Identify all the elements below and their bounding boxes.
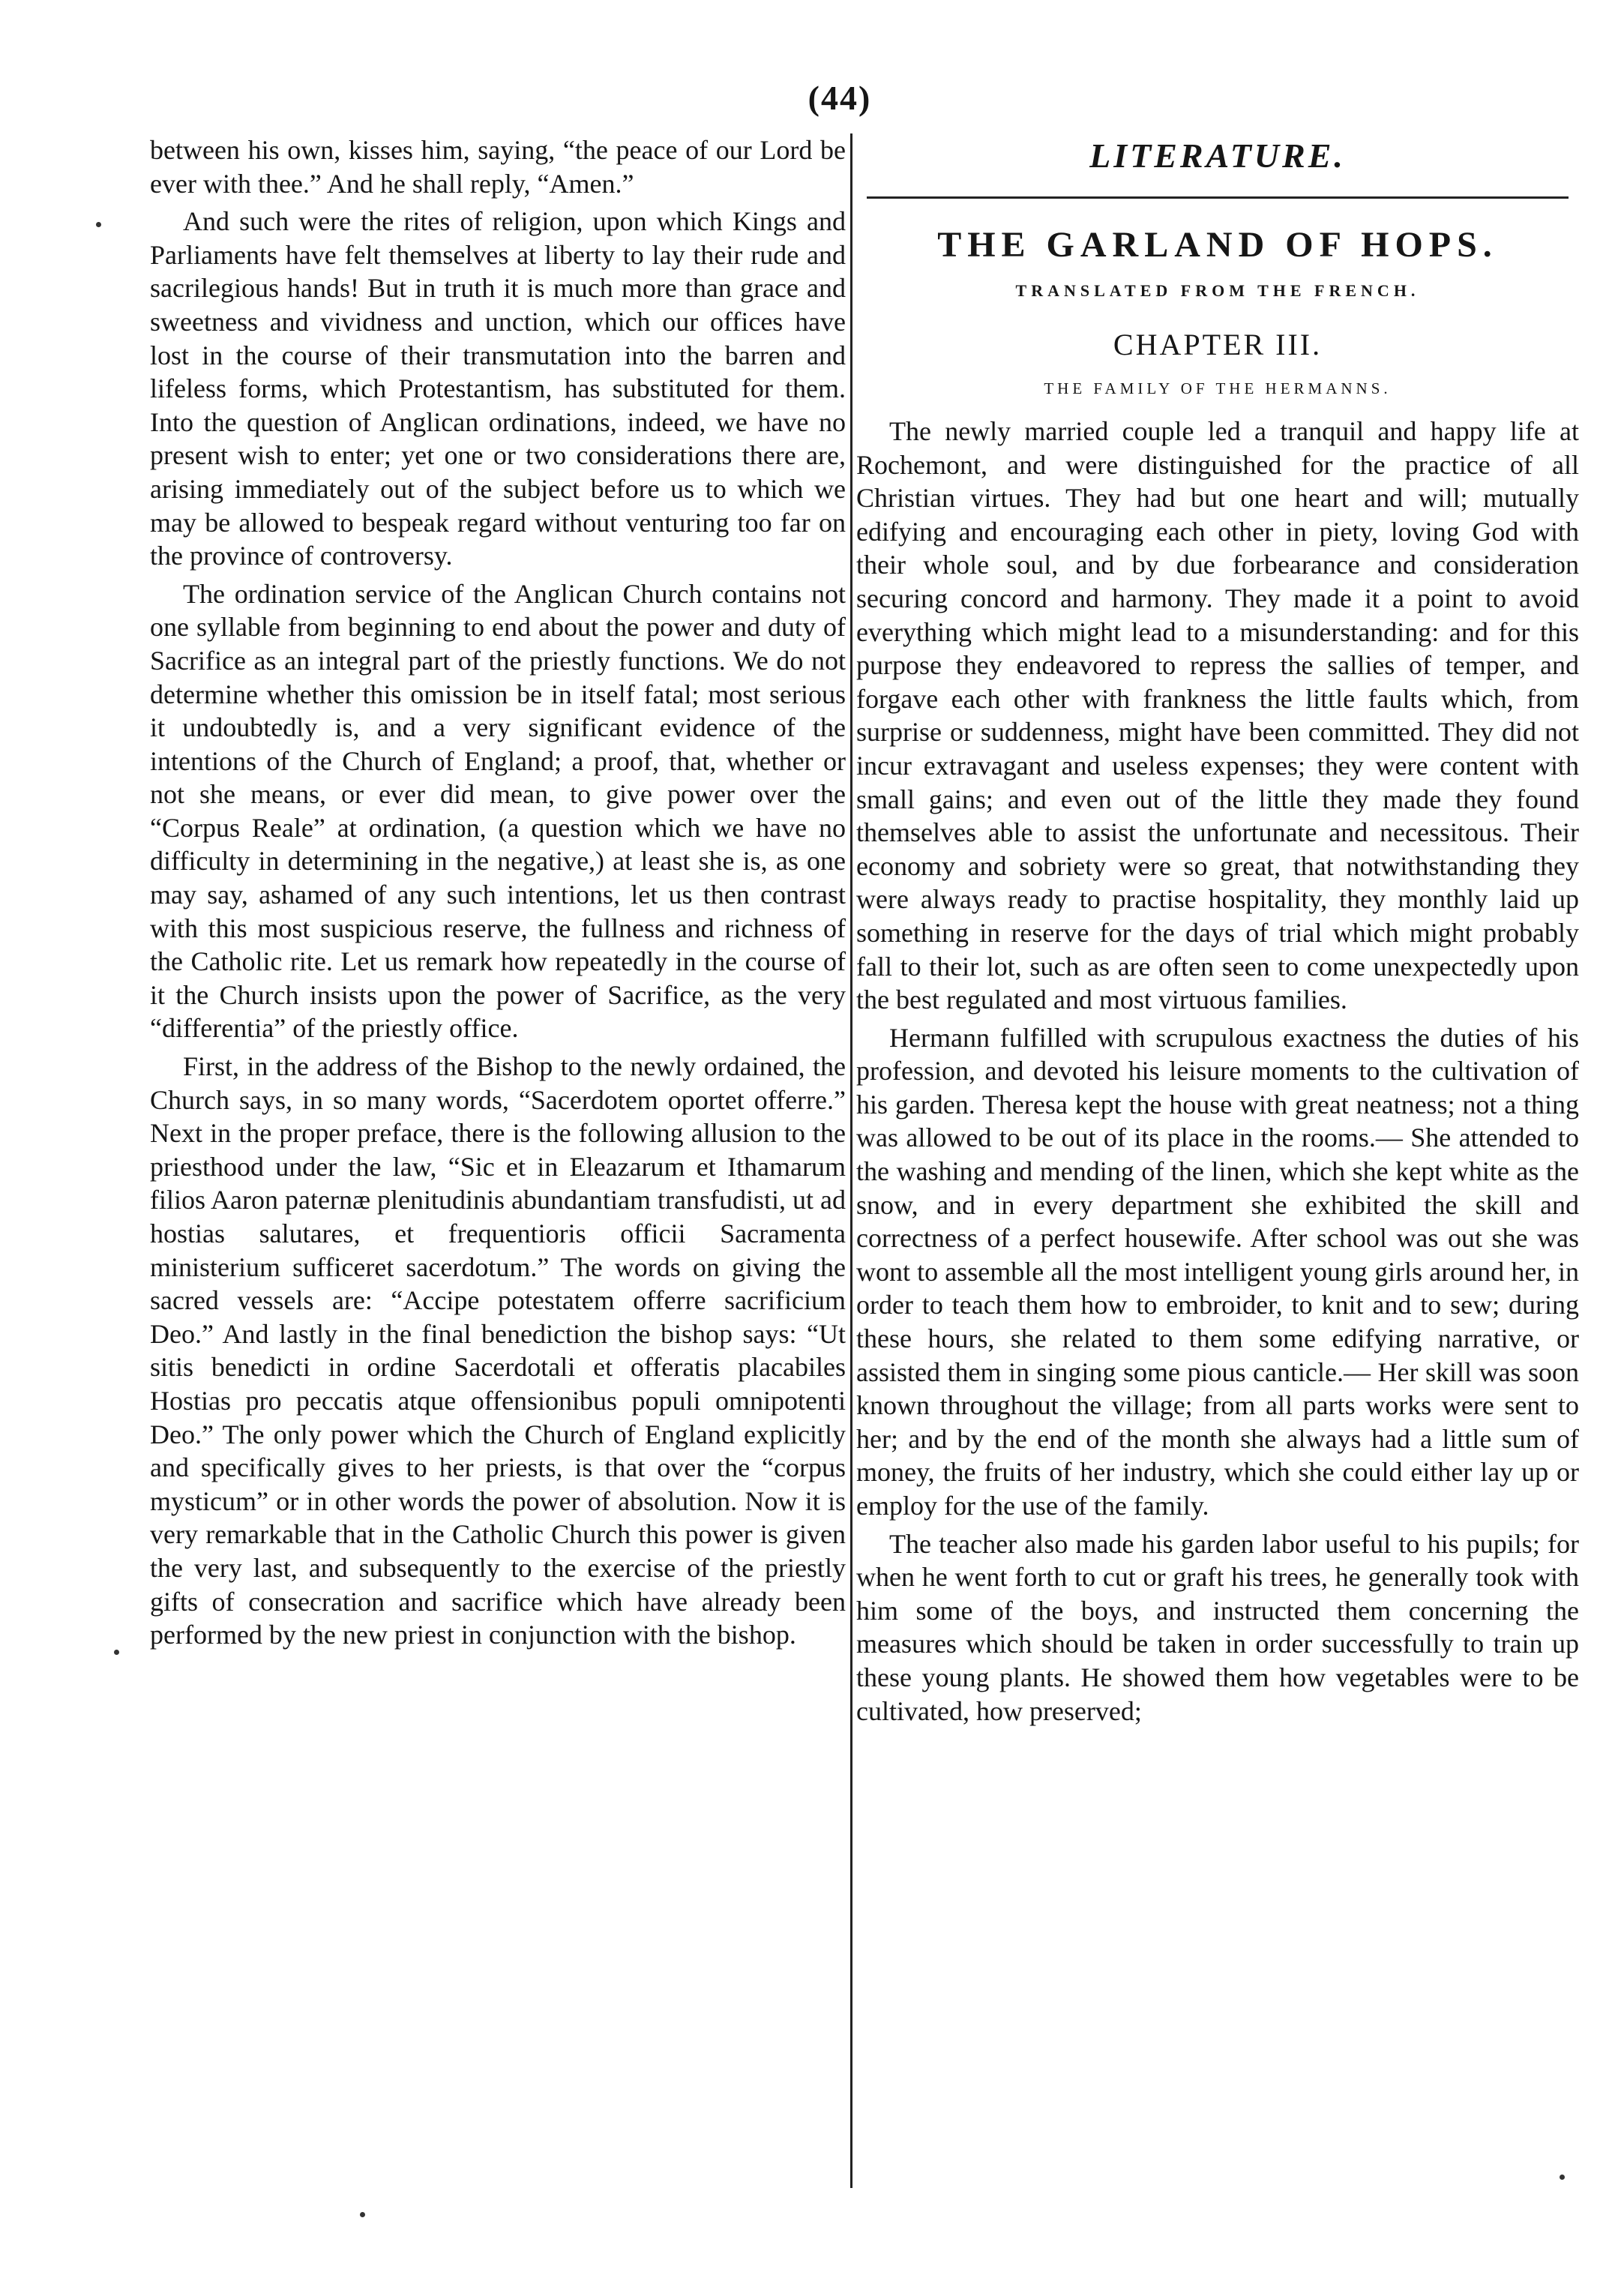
heading-rule	[867, 196, 1569, 199]
paragraph-teacher: The teacher also made his garden labor useful to his pupils; for when he went forth to cut or graft his trees, he generally took with him some of the boys, and instructed them concerning the measures which should be taken in order successfully to train up these young plants. He showed them how vegetables were to be cultivated, how preserved;	[856, 1528, 1579, 1726]
paragraph-ordination-service: The ordination service of the Anglican Church contains not one syllable from beginning to end about the power and duty of Sacrifice as an integral part of the priestly functions. We do not determine whether this omission be in itself fatal; most serious it undoubtedly is, and a very significant evidence of the intentions of the Church of England; a proof, that, whether or not she means, or ever did mean, to give power over the “Corpus Reale” at ordination, (a question which we have no difficulty in determining in the negative,) at least she is, as one may say, ashamed of any such intentions, let us then contrast with this most suspicious reserve, the fullness and richness of the Catholic rite. Let us remark how repeatedly in the course of it the Church insists upon the power of Sacrifice, as the very “differentia” of the priestly office.	[150, 578, 846, 1044]
story-title: THE GARLAND OF HOPS.	[937, 225, 1498, 265]
ink-speck	[96, 222, 101, 227]
right-column	[856, 133, 1579, 1728]
column-divider	[850, 133, 852, 2188]
ink-speck	[360, 2212, 365, 2217]
paragraph-rites: And such were the rites of religion, upon which Kings and Parliaments have felt themselves at liberty to lay their rude and sacrilegious hands! But in truth it is much more than grace and sweetness and vividness and unction, which our offices have lost in the course of their transmutation into the barren and lifeless forms, which Protestantism, has substituted for them. Into the question of Anglican ordinations, indeed, we have no present wish to enter; yet one or two considerations there are, arising immediately out of the subject before us to which we may be allowed to bespeak regard without venturing too far on the province of controversy.	[150, 206, 846, 571]
ink-speck	[114, 1650, 119, 1655]
chapter-heading: CHAPTER III.	[1113, 328, 1323, 361]
paragraph-newly-married: The newly married couple led a tranquil and happy life at Rochemont, and were distinguished for the practice of all Christian virtues. They had but one heart and will; mutually edifying and encouraging each other in piety, loving God with their whole soul, and by due forbearance and consideration securing concord and harmony. They made it a point to avoid everything which might lead to a misunderstanding: and for this purpose they endeavored to repress the sallies of temper, and forgave each other with frankness the little faults which, from surprise or suddenness, might have been committed. They did not incur extravagant and useless expenses; they were content with small gains; and even out of the little they made they found themselves able to assist the unfortunate and necessitous. Their economy and sobriety were so great, that notwithstanding they were always ready to practise hospitality, they monthly laid up something in reserve for the days of trial which might probably fall to their lot, such as are often seen to come unexpectedly upon the best regulated and most virtuous families.	[856, 416, 1579, 1015]
chapter-subtitle: THE FAMILY OF THE HERMANNS.	[1044, 379, 1392, 397]
page-number: (44)	[808, 79, 872, 117]
paragraph-bishop-address: First, in the address of the Bishop to the newly ordained, the Church says, in so many words, “Sacerdotem oportet offerre.” Next in the proper preface, there is the following allusion to the priesthood under the law, “Sic et in Eleazarum et Ithamarum filios Aaron paternæ plenitudinis abundantiam transfudisti, ut ad hostias salutares, et frequentioris officii Sacramenta ministerium sufficeret sacerdotum.” The words on giving the sacred vessels are: “Accipe potestatem offerre sacrificium Deo.” And lastly in the final benediction the bishop says: “Ut sitis benedicti in ordine Sacerdotali et offeratis placabiles Hostias pro peccatis atque offensionibus populi omnipotenti Deo.” The only power which the Church of England explicitly and specifically gives to her priests, is that over the “corpus mysticum” or in other words the power of absolution. Now it is very remarkable that in the Catholic Church this power is given the very last, and subsequently to the exercise of the priestly gifts of consecration and sacrifice which have already been performed by the new priest in conjunction with the bishop.	[150, 1051, 846, 1650]
ink-speck	[1560, 2175, 1565, 2180]
paragraph-continued: between his own, kisses him, saying, “the peace of our Lord be ever with thee.” And he shall reply, “Amen.”	[150, 135, 846, 199]
translated-note: TRANSLATED FROM THE FRENCH.	[1015, 281, 1420, 300]
section-heading: LITERATURE.	[1089, 136, 1346, 175]
left-column	[150, 133, 846, 1652]
paragraph-hermann: Hermann fulfilled with scrupulous exactness the duties of his profession, and devoted his leisure moments to the cultivation of his garden. Theresa kept the house with great neatness; not a thing was allowed to be out of its place in the rooms.— She attended to the washing and mending of the linen, which she kept white as the snow, and in every department she exhibited the skill and correctness of a perfect housewife. After school was out she was wont to assemble all the most intelligent young girls around her, in order to teach them how to embroider, to knit and to sew; during these hours, she related to them some edifying narrative, or assisted them in singing some pious canticle.— Her skill was soon known throughout the village; from all parts works were sent to her; and by the end of the month she always had a little sum of money, the fruits of her industry, which she could either lay up or employ for the use of the family.	[856, 1022, 1579, 1521]
